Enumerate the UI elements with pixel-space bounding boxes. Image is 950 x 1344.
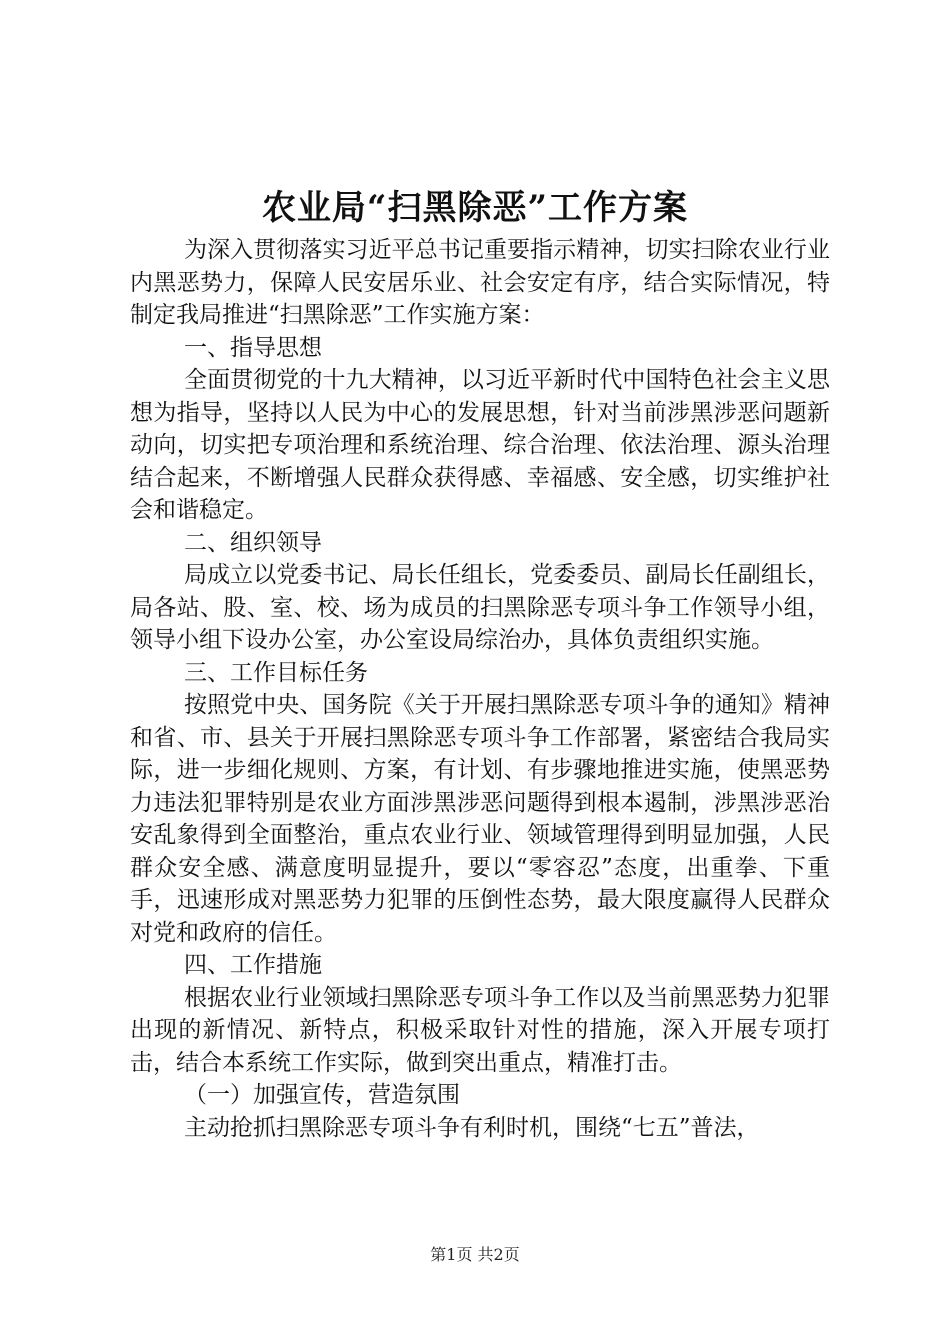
- section-heading-guiding-ideology: 一、指导思想: [184, 334, 322, 361]
- section-heading-measures: 四、工作措施: [184, 952, 322, 978]
- paragraph-goals: 按照党中央、国务院《关于开展扫黑除恶专项斗争的通知》精神和省、市、县关于开展扫黑除恶专项斗争工作部署，紧密结合我局实际，进一步细化规则、方案，有计划、有步骤地推进实施，使黑恶势力违法犯罪特别是农业方面涉黑涉恶问题得到根本遏制，涉黑涉恶治安乱象得到全面整治，重点农业行业、领域管理得到明显加强，人民群众安全感、满意度明显提升，要以“零容忍”态度，出重拳、下重手，迅速形成对黑恶势力犯罪的压倒性态势，最大限度赢得人民群众对党和政府的信任。: [130, 692, 830, 946]
- section-heading-organization: 二、组织领导: [184, 529, 322, 556]
- section-heading-goals: 三、工作目标任务: [184, 659, 368, 686]
- paragraph-intro: 为深入贯彻落实习近平总书记重要指示精神，切实扫除农业行业内黑恶势力，保障人民安居乐业、社会安定有序，结合实际情况，特制定我局推进“扫黑除恶”工作实施方案：: [130, 237, 830, 328]
- paragraph-publicity: 主动抢抓扫黑除恶专项斗争有利时机，围绕“七五”普法，: [184, 1114, 760, 1141]
- subsection-heading-publicity: （一）加强宣传，营造氛围: [184, 1082, 460, 1108]
- document-body: [130, 234, 830, 1144]
- paragraph-organization: 局成立以党委书记、局长任组长，党委委员、副局长任副组长，局各站、股、室、校、场为成员的扫黑除恶专项斗争工作领导小组，领导小组下设办公室，办公室设局综治办，具体负责组织实施。: [130, 562, 830, 653]
- paragraph-measures: 根据农业行业领域扫黑除恶专项斗争工作以及当前黑恶势力犯罪出现的新情况、新特点，积极采取针对性的措施，深入开展专项打击，结合本系统工作实际，做到突出重点，精准打击。: [130, 984, 830, 1076]
- document-title: 农业局“扫黑除恶”工作方案: [261, 188, 689, 228]
- paragraph-guiding-ideology: 全面贯彻党的十九大精神，以习近平新时代中国特色社会主义思想为指导，坚持以人民为中心的发展思想，针对当前涉黑涉恶问题新动向，切实把专项治理和系统治理、综合治理、依法治理、源头治理结合起来，不断增强人民群众获得感、幸福感、安全感，切实维护社会和谐稳定。: [130, 367, 830, 523]
- page-footer: 第1页 共2页: [430, 1245, 520, 1264]
